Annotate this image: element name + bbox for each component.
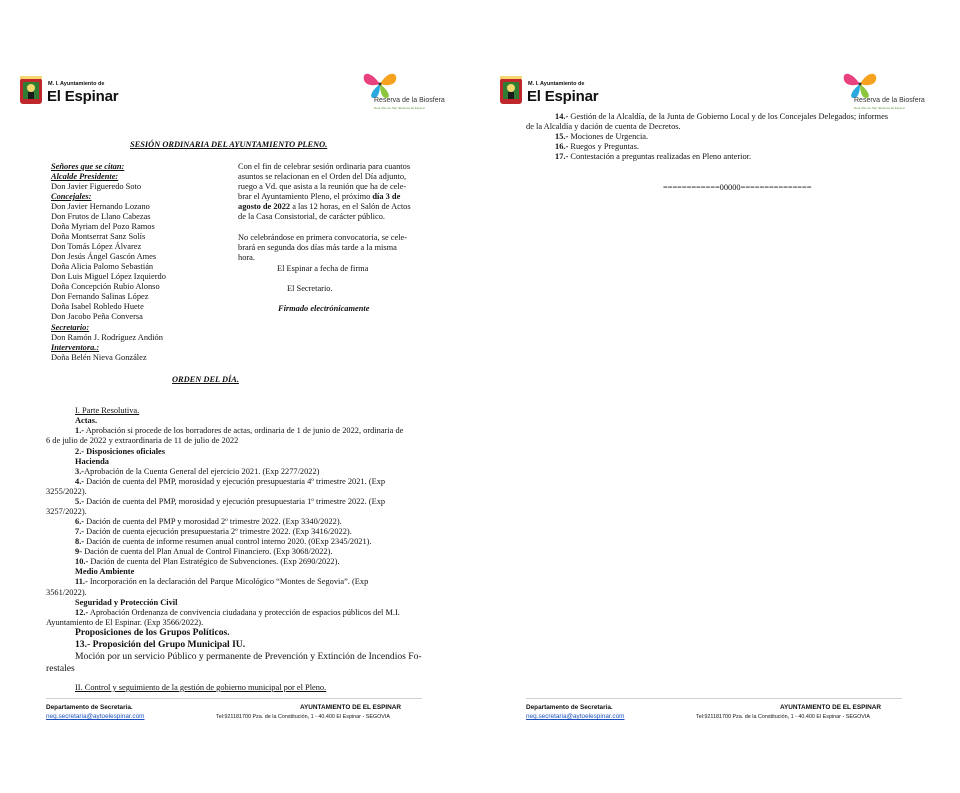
agenda-item-9 [75, 547, 332, 557]
item-text: Aprobación Ordenanza de convivencia ciudadana y protección de espacios públicos del M.I. [89, 608, 400, 617]
convocation-line: ruego a Vd. que asista a la reunión que ha de cele- [238, 182, 407, 191]
item-number: 9- [75, 547, 82, 556]
item-number: 10.- [75, 557, 89, 566]
item-2-heading: 2.- Disposiciones oficiales [75, 447, 166, 456]
biosphere-title: Reserva de la Biosfera [854, 97, 925, 104]
mayor-name: Don Javier Figueredo Soto [51, 182, 142, 191]
biosphere-subtitle: Real Sitio de San Ildefonso-El Espinar [854, 106, 905, 110]
convocation-line [238, 192, 400, 202]
item-number: 5.- [75, 497, 85, 506]
agenda-item-8 [75, 537, 372, 547]
item-number: 8.- [75, 537, 85, 546]
convocation-line: de la Casa Consistorial, de carácter público. [238, 212, 385, 221]
footer-divider [526, 698, 902, 699]
councillor-name: Don Tomás López Álvarez [51, 242, 142, 251]
item-number: 1.- [75, 426, 85, 435]
item-number: 14.- [555, 112, 569, 121]
councillor-name: Don Fernando Salinas López [51, 292, 149, 301]
part2-heading: II. Control y seguimiento de la gestión de gobierno municipal por el Pleno. [75, 683, 327, 692]
item-number: 12.- [75, 608, 89, 617]
item-text: Gestión de la Alcaldía, de la Junta de Gobierno Local y de los Concejales Delegados; informes [570, 112, 889, 121]
session-title: SESIÓN ORDINARIA DEL AYUNTAMIENTO PLENO. [130, 140, 328, 149]
coat-of-arms-icon [18, 76, 44, 106]
motion-text: Moción por un servicio Público y permanente de Prevención y Extinción de Incendios Fo- [75, 651, 422, 662]
councillor-name: Don Jesús Ángel Gascón Ames [51, 252, 157, 261]
place-date: El Espinar a fecha de firma [277, 264, 369, 273]
motion-text-cont: restales [46, 663, 75, 674]
session-date-day: día 3 de [372, 192, 401, 201]
agenda-item-14-cont: de la Alcaldía y dación de cuenta de Decretos. [526, 122, 681, 131]
item-text: Dación de cuenta de informe resumen anual control interno 2020. (0Exp 2345/2021). [86, 537, 372, 546]
agenda-item-10 [75, 557, 339, 567]
footer-divider [46, 698, 422, 699]
councillor-name: Don Luis Miguel López Izquierdo [51, 272, 166, 281]
second-call-line: No celebrándose en primera convocatoria, se cele- [238, 233, 408, 242]
councillor-name: Doña Myriam del Pozo Ramos [51, 222, 155, 231]
item-text: Dación de cuenta del PMP, morosidad y ejecución presupuestaria 4º trimestre 2021. (Exp [86, 477, 386, 486]
seguridad-heading: Seguridad y Protección Civil [75, 598, 178, 607]
convocation-line: asuntos se relacionan en el Orden del Día adjunto, [238, 172, 407, 181]
councillor-name: Doña Montserrat Sanz Solís [51, 232, 146, 241]
councillor-name: Doña Isabel Robledo Huete [51, 302, 144, 311]
convocation-line: Con el fin de celebrar sesión ordinaria para cuantos [238, 162, 411, 171]
actas-heading: Actas. [75, 416, 98, 425]
councillor-name: Don Frutos de Llano Cabezas [51, 212, 151, 221]
municipality-name: El Espinar [47, 88, 119, 105]
councillor-name: Don Javier Hernando Lozano [51, 202, 150, 211]
municipality-small-label: M. I. Ayuntamiento de [48, 81, 105, 87]
item-text: Aprobación si procede de los borradores de actas, ordinaria de 1 de junio de 2022, ordinaria de [85, 426, 404, 435]
councillor-name: Doña Concepción Rubio Alonso [51, 282, 160, 291]
agenda-item-1-cont: 6 de julio de 2022 y extraordinaria de 11 de julio de 2022 [46, 436, 239, 445]
footer-department: Departamento de Secretaría. [526, 704, 613, 711]
hacienda-heading: Hacienda [75, 457, 109, 466]
agenda-item-4-cont: 3255/2022). [46, 487, 87, 496]
footer-email-link[interactable]: neg.secretaria@aytoelespinar.com [46, 713, 145, 720]
agenda-item-11 [75, 577, 368, 587]
auditor-name: Doña Belén Nieva González [51, 353, 147, 362]
item-number: 3.- [75, 467, 85, 476]
item-text: Ruegos y Preguntas. [570, 142, 639, 151]
agenda-item-14 [555, 112, 888, 122]
item-number: 4.- [75, 477, 85, 486]
item-text: Dación de cuenta ejecución presupuestaria 2º trimestre 2022. (Exp 3416/2022). [86, 527, 352, 536]
agenda-item-13: 13.- Proposición del Grupo Municipal IU. [75, 639, 246, 650]
councillor-name: Don Jacobo Peña Conversa [51, 312, 143, 321]
item-text: Mociones de Urgencia. [570, 132, 649, 141]
convocation-line [238, 202, 411, 212]
agenda-item-1 [75, 426, 403, 436]
secretary-label: Secretario: [51, 323, 90, 332]
session-date-month: agosto de 2022 [238, 202, 291, 211]
item-text: Dación de cuenta del PMP y morosidad 2º trimestre 2022. (Exp 3340/2022). [86, 517, 342, 526]
signer: El Secretario. [287, 284, 333, 293]
convocation-text: a las 12 horas, en el Salón de Actos [292, 202, 411, 211]
footer-council: AYUNTAMIENTO DE EL ESPINAR [300, 704, 401, 711]
convocation-text: brar el Ayuntamiento Pleno, el próximo [238, 192, 371, 201]
agenda-item-6 [75, 517, 342, 527]
agenda-item-16 [555, 142, 639, 152]
item-text: Contestación a preguntas realizadas en Pleno anterior. [570, 152, 752, 161]
footer-address: Tel:921181700 Pza. de la Constitución, 1 - 40.400 El Espinar - SEGOVIA [696, 714, 870, 720]
biosphere-subtitle: Real Sitio de San Ildefonso-El Espinar [374, 106, 425, 110]
agenda-item-5 [75, 497, 385, 507]
coat-of-arms-icon [498, 76, 524, 106]
second-call-line: hora. [238, 253, 255, 262]
item-number: 11.- [75, 577, 88, 586]
agenda-item-4 [75, 477, 385, 487]
footer-council: AYUNTAMIENTO DE EL ESPINAR [780, 704, 881, 711]
item-text: Incorporación en la declaración del Parque Micológico “Montes de Segovia”. (Exp [89, 577, 369, 586]
municipality-small-label: M. I. Ayuntamiento de [528, 81, 585, 87]
item-number: 17.- [555, 152, 569, 161]
agenda-item-17 [555, 152, 751, 162]
biosphere-title: Reserva de la Biosfera [374, 97, 445, 104]
proposals-heading: Proposiciones de los Grupos Políticos. [75, 627, 230, 638]
item-text: Dación de cuenta del Plan Estratégico de Subvenciones. (Exp 2690/2022). [90, 557, 340, 566]
second-call-line: brará en segunda dos días más tarde a la misma [238, 243, 397, 252]
agenda-title: ORDEN DEL DÍA. [172, 375, 239, 384]
item-number: 7.- [75, 527, 85, 536]
item-text: Dación de cuenta del PMP, morosidad y ejecución presupuestaria 1º trimestre 2022. (Exp [86, 497, 386, 506]
agenda-item-15 [555, 132, 648, 142]
footer-email-link[interactable]: neg.secretaria@aytoelespinar.com [526, 713, 625, 720]
end-separator: ============00000=============== [663, 183, 812, 192]
mayor-label: Alcalde Presidente: [51, 172, 119, 181]
item-text: Aprobación de la Cuenta General del ejercicio 2021. (Exp 2277/2022) [84, 467, 320, 476]
agenda-item-12 [75, 608, 400, 618]
document-page-2 [480, 0, 960, 793]
secretary-name: Don Ramón J. Rodríguez Andión [51, 333, 163, 342]
footer-department: Departamento de Secretaría. [46, 704, 133, 711]
auditor-label: Interventora.: [51, 343, 100, 352]
biosphere-butterfly-icon [840, 68, 880, 100]
biosphere-butterfly-icon [360, 68, 400, 100]
part1-heading: I. Parte Resolutiva. [75, 406, 140, 415]
agenda-item-11-cont: 3561/2022). [46, 588, 87, 597]
medio-ambiente-heading: Medio Ambiente [75, 567, 135, 576]
agenda-item-12-cont: Ayuntamiento de El Espinar. (Exp 3566/2022). [46, 618, 204, 627]
item-number: 16.- [555, 142, 569, 151]
item-number: 6.- [75, 517, 85, 526]
councillor-name: Doña Alicia Palomo Sebastián [51, 262, 154, 271]
footer-address: Tel:921181700 Pza. de la Constitución, 1 - 40.400 El Espinar - SEGOVIA [216, 714, 390, 720]
councillors-label: Concejales: [51, 192, 92, 201]
item-number: 15.- [555, 132, 569, 141]
signed-electronically: Firmado electrónicamente [278, 304, 370, 313]
agenda-item-7 [75, 527, 352, 537]
municipality-name: El Espinar [527, 88, 599, 105]
cited-label: Señores que se citan: [51, 162, 125, 171]
agenda-item-5-cont: 3257/2022). [46, 507, 87, 516]
agenda-item-3 [75, 467, 319, 477]
item-text: Dación de cuenta del Plan Anual de Control Financiero. (Exp 3068/2022). [84, 547, 333, 556]
